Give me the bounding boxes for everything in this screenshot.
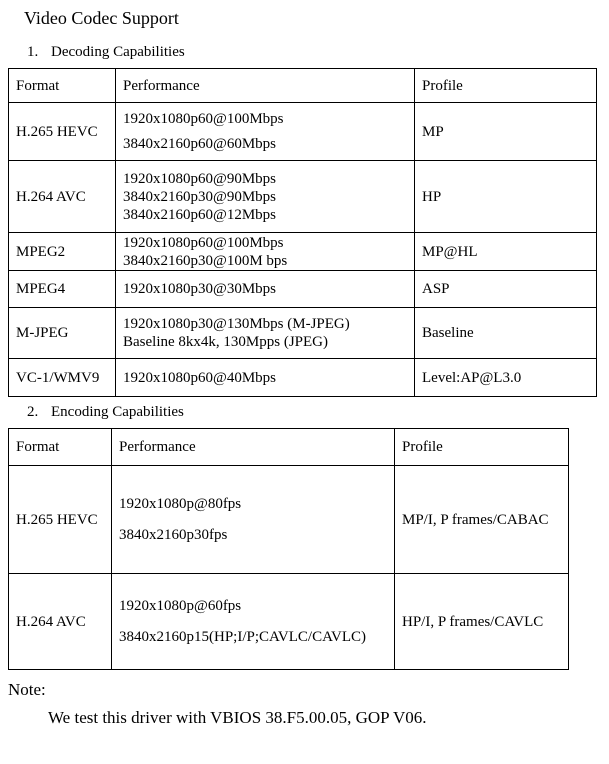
note-label: Note: (8, 680, 46, 699)
performance-line: 1920x1080p@60fps (119, 598, 242, 614)
performance-line: 1920x1080p60@90Mbps (123, 170, 276, 187)
performance-line: 1920x1080p60@100Mbps (123, 111, 284, 127)
encoding-section-number: 2. (27, 404, 39, 420)
decoding-section-number: 1. (27, 44, 39, 60)
profile-cell: MP/I, P frames/CABAC (395, 466, 569, 574)
performance-cell (116, 271, 415, 308)
table-row (9, 359, 597, 397)
format-cell: H.265 HEVC (9, 466, 112, 574)
encoding-section-title: Encoding Capabilities (51, 404, 184, 420)
note-text: We test this driver with VBIOS 38.F5.00.05, GOP V06. (48, 708, 427, 727)
performance-cell (112, 466, 395, 574)
performance-line: 1920x1080p60@100Mbps (123, 234, 284, 251)
performance-cell (116, 359, 415, 397)
format-cell: H.265 HEVC (9, 103, 116, 161)
performance-line: 3840x2160p60@12Mbps (123, 206, 276, 223)
performance-cell (116, 308, 415, 359)
performance-line: 1920x1080p30@130Mbps (M-JPEG) (123, 316, 350, 332)
format-cell: MPEG2 (9, 233, 116, 271)
table-row (9, 574, 569, 670)
performance-line: 3840x2160p30@100M bps (123, 252, 288, 269)
table-row (9, 161, 597, 233)
profile-cell: MP (415, 103, 597, 161)
encoding-capabilities-table (8, 428, 569, 670)
header-performance: Performance (112, 429, 395, 466)
profile-cell: HP/I, P frames/CAVLC (395, 574, 569, 670)
header-format: Format (9, 429, 112, 466)
performance-line: 3840x2160p30fps (119, 527, 228, 543)
table-row (9, 271, 597, 308)
header-profile: Profile (395, 429, 569, 466)
performance-cell (116, 103, 415, 161)
table-header-row (9, 429, 569, 466)
format-cell: M-JPEG (9, 308, 116, 359)
header-format: Format (9, 69, 116, 103)
performance-cell (112, 574, 395, 670)
header-performance: Performance (116, 69, 415, 103)
format-cell: VC-1/WMV9 (9, 359, 116, 397)
table-row (9, 466, 569, 574)
performance-cell (116, 233, 415, 271)
table-row (9, 308, 597, 359)
decoding-section-heading (27, 43, 185, 61)
document-title: Video Codec Support (24, 8, 179, 28)
performance-line: 1920x1080p30@30Mbps (123, 281, 276, 297)
profile-cell: MP@HL (415, 233, 597, 271)
format-cell: MPEG4 (9, 271, 116, 308)
format-cell: H.264 AVC (9, 574, 112, 670)
encoding-section-heading (27, 403, 184, 421)
table-header-row (9, 69, 597, 103)
profile-cell: ASP (415, 271, 597, 308)
performance-line: 1920x1080p@80fps (119, 496, 242, 512)
performance-line: 1920x1080p60@40Mbps (123, 369, 276, 386)
performance-line: 3840x2160p60@60Mbps (123, 136, 276, 152)
decoding-capabilities-table (8, 68, 597, 397)
table-row (9, 103, 597, 161)
performance-line: 3840x2160p30@90Mbps (123, 188, 276, 205)
performance-cell (116, 161, 415, 233)
format-cell: H.264 AVC (9, 161, 116, 233)
profile-cell: Level:AP@L3.0 (415, 359, 597, 397)
profile-cell: HP (415, 161, 597, 233)
performance-line: Baseline 8kx4k, 130Mpps (JPEG) (123, 334, 328, 350)
table-row (9, 233, 597, 271)
decoding-section-title: Decoding Capabilities (51, 44, 185, 60)
header-profile: Profile (415, 69, 597, 103)
performance-line: 3840x2160p15(HP;I/P;CAVLC/CAVLC) (119, 629, 366, 645)
profile-cell: Baseline (415, 308, 597, 359)
